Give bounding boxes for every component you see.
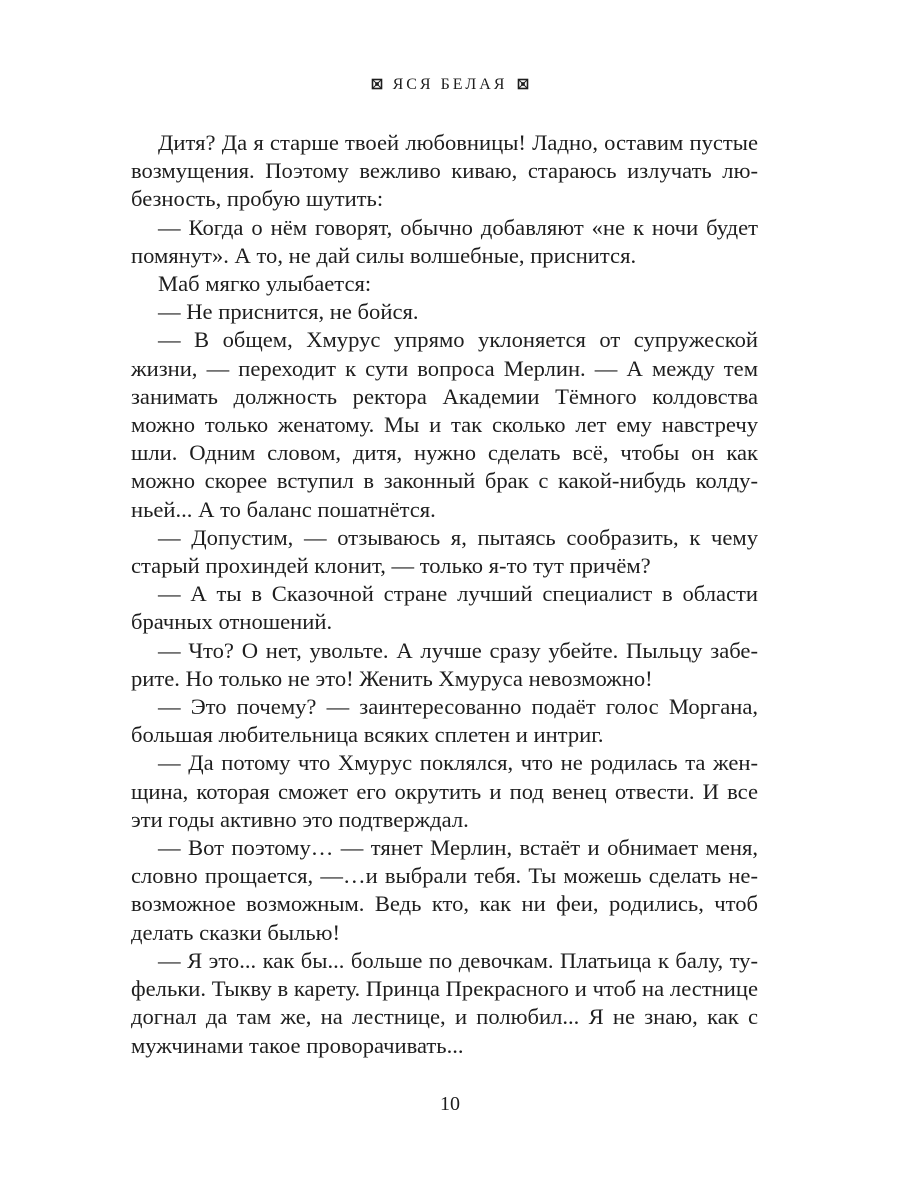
- paragraph: — Я это... как бы... больше по девочкам. Платьица к балу, туфельки. Тыкву в карету. Принца Прекрасного и чтоб на лестнице догнал да там же, на лестнице, и полюбил... Я не знаю, как с мужчинами такое проворачивать...: [131, 947, 758, 1058]
- paragraph: Маб мягко улыбается:: [158, 271, 372, 297]
- paragraph: — Допустим, — отзываюсь я, пытаясь сообразить, к чему старый прохиндей клонит, — только я-то тут причём?: [131, 524, 758, 579]
- paragraph: — Не приснится, не бойся.: [158, 299, 419, 325]
- diamond-ornament-icon: [517, 78, 529, 90]
- running-head: [0, 74, 900, 96]
- paragraph: — Да потому что Хмурус поклялся, что не родилась та женщина, которая сможет его окрутить и под венец отвести. И все эти годы активно это подтверждал.: [131, 750, 758, 832]
- paragraph: — Это почему? — заинтересованно подаёт голос Моргана, большая любительница всяких сплетен и интриг.: [131, 694, 758, 748]
- body-text: [131, 129, 758, 1060]
- paragraph: Дитя? Да я старше твоей любовницы! Ладно, оставим пустые возмущения. Поэтому вежливо киваю, стараюсь излучать любезность, пробую шутить:: [131, 130, 758, 212]
- paragraph: — Вот поэтому… — тянет Мерлин, встаёт и обнимает меня, словно прощается, —…и выбрали тебя. Ты можешь сделать невозможное возможным. Ведь кто, как ни феи, родились, чтоб делать сказки былью!: [131, 835, 758, 945]
- diamond-ornament-icon: [371, 78, 383, 90]
- paragraph: — В общем, Хмурус упрямо уклоняется от супружеской жизни, — переходит к сути вопроса Мерлин. — А между тем занимать должность ректора Академии Тёмного колдовства можно только женатому. Мы и так сколько лет ему навстречу шли. Одним словом, дитя, нужно сделать всё, чтобы он как можно скорее вступил в законный брак с какой-нибудь колдуньей... А то баланс пошатнётся.: [131, 327, 758, 522]
- page-number: 10: [440, 1093, 460, 1115]
- running-title: ЯСЯ БЕЛАЯ: [392, 76, 508, 93]
- paragraph: — Когда о нём говорят, обычно добавляют «не к ночи будет помянут». А то, не дай силы волшебные, приснится.: [131, 214, 758, 268]
- paragraph: — Что? О нет, увольте. А лучше сразу убейте. Пыльцу заберите. Но только не это! Женить Хмуруса невозможно!: [131, 637, 758, 691]
- paragraph: — А ты в Сказочной стране лучший специалист в области брачных отношений.: [131, 581, 758, 635]
